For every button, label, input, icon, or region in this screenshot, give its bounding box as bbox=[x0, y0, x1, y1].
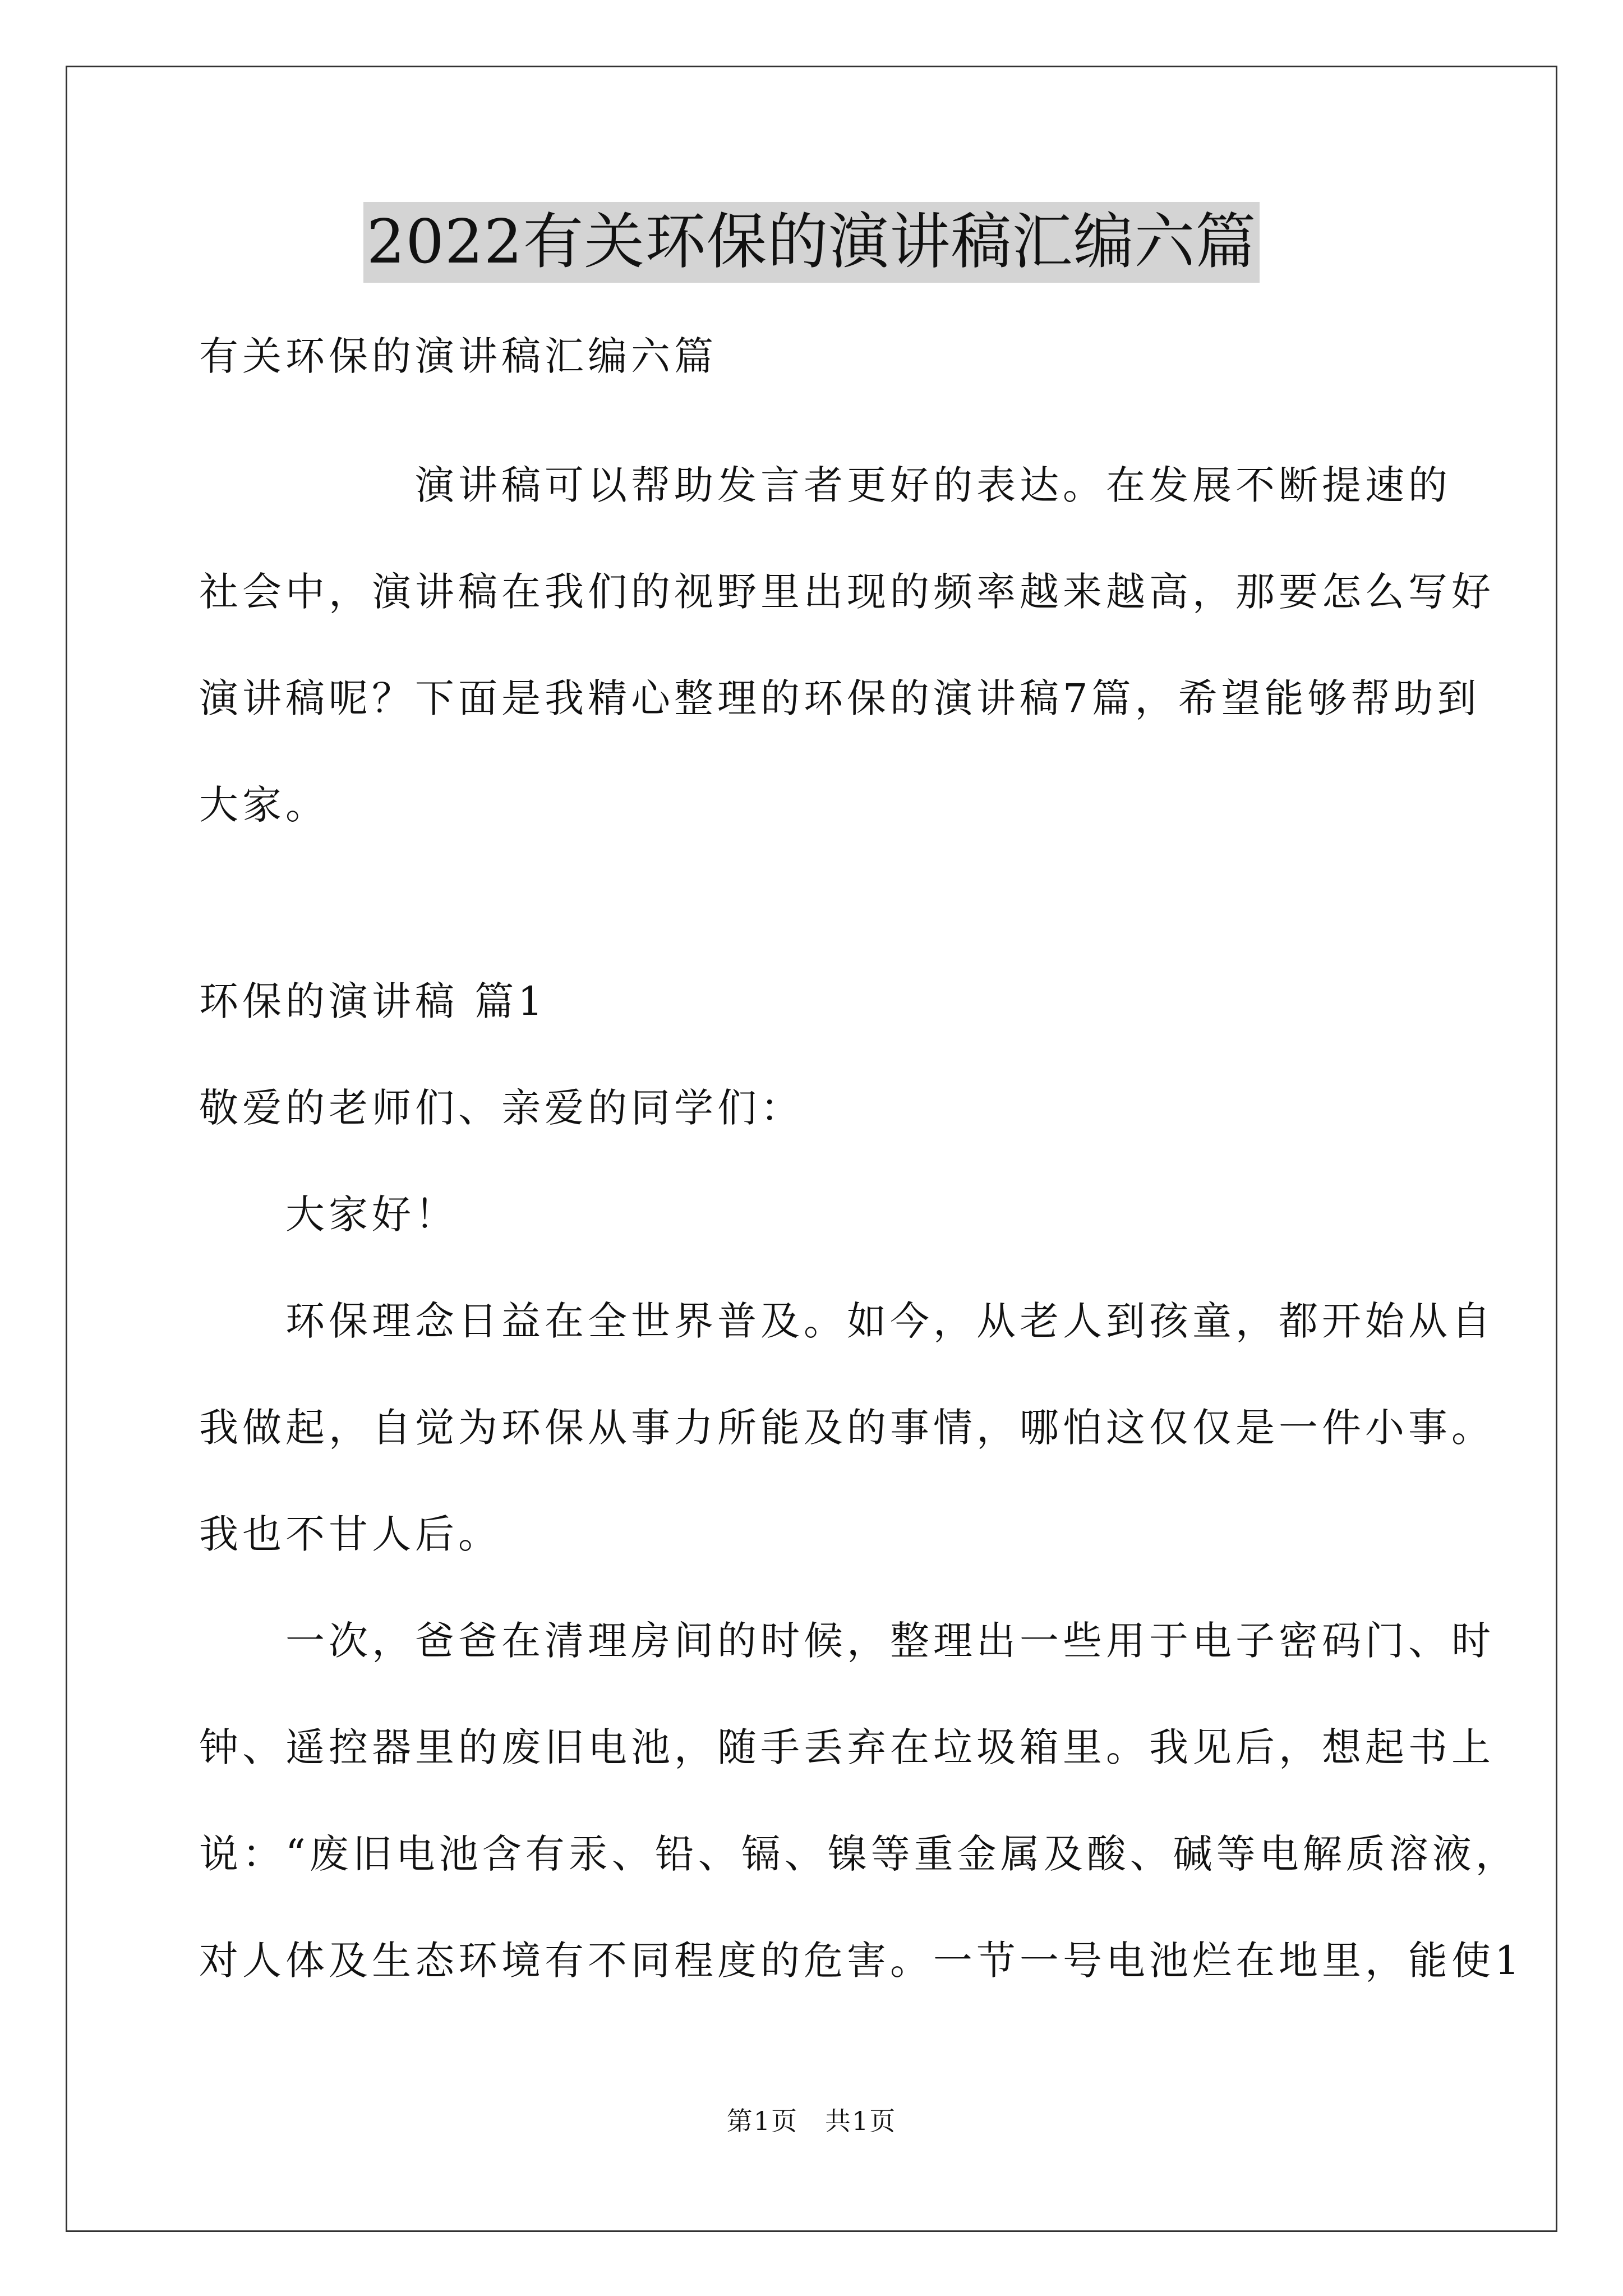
intro-paragraph-line: 演讲稿呢？下面是我精心整理的环保的演讲稿7篇，希望能够帮助到 bbox=[199, 675, 1481, 721]
greeting: 大家好！ bbox=[199, 1191, 458, 1237]
salutation: 敬爱的老师们、亲爱的同学们： bbox=[199, 1085, 804, 1131]
body-paragraph-line: 对人体及生态环境有不同程度的危害。一节一号电池烂在地里，能使1 bbox=[199, 1938, 1524, 1984]
body-paragraph-line: 环保理念日益在全世界普及。如今，从老人到孩童，都开始从自 bbox=[199, 1298, 1495, 1344]
section-heading: 环保的演讲稿 篇1 bbox=[199, 978, 547, 1024]
body-paragraph-line: 我做起，自觉为环保从事力所能及的事情，哪怕这仅仅是一件小事。 bbox=[199, 1405, 1495, 1451]
body-paragraph-line: 我也不甘人后。 bbox=[199, 1511, 501, 1557]
body-paragraph-line: 说：“废旧电池含有汞、铅、镉、镍等重金属及酸、碱等电解质溶液， bbox=[199, 1831, 1519, 1877]
body-paragraph-line: 钟、遥控器里的废旧电池，随手丢弃在垃圾箱里。我见后，想起书上 bbox=[199, 1724, 1495, 1770]
title-container bbox=[0, 202, 1623, 283]
intro-paragraph-line: 社会中，演讲稿在我们的视野里出现的频率越来越高，那要怎么写好 bbox=[199, 569, 1495, 615]
intro-heading: 有关环保的演讲稿汇编六篇 bbox=[199, 333, 717, 379]
intro-paragraph-line: 大家。 bbox=[199, 782, 329, 828]
document-title: 2022有关环保的演讲稿汇编六篇 bbox=[363, 202, 1260, 283]
document-body bbox=[199, 303, 1524, 2014]
intro-paragraph-line: 演讲稿可以帮助发言者更好的表达。在发展不断提速的 bbox=[199, 462, 1451, 508]
body-paragraph-line: 一次，爸爸在清理房间的时候，整理出一些用于电子密码门、时 bbox=[199, 1618, 1495, 1664]
page-number-footer: 第1页 共1页 bbox=[726, 2106, 897, 2136]
